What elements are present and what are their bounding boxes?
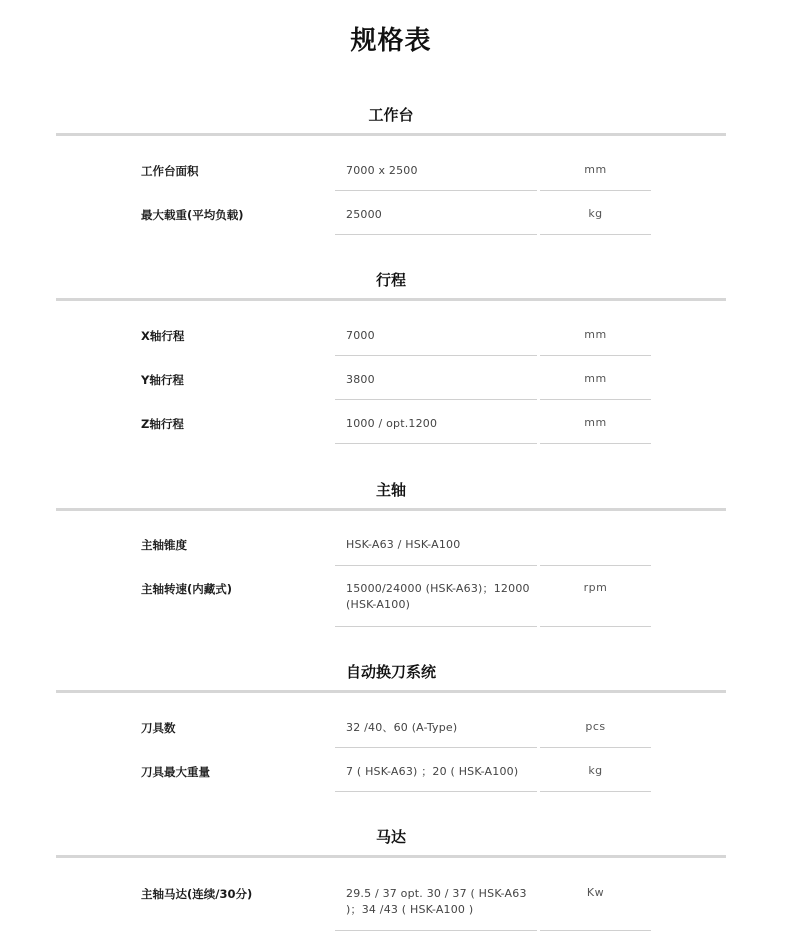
row-divider — [540, 443, 651, 444]
spec-value: 32 /40、60 (A-Type) — [346, 721, 458, 734]
row-divider — [540, 747, 651, 748]
row-divider — [540, 190, 651, 191]
spec-value: 3800 — [346, 373, 375, 386]
spec-unit: kg — [588, 207, 603, 220]
spec-value: 15000/24000 (HSK-A63)；12000 (HSK-A100) — [346, 582, 530, 611]
spec-unit: mm — [584, 416, 607, 429]
spec-unit: rpm — [583, 581, 608, 594]
spec-unit: mm — [584, 328, 607, 341]
row-divider — [335, 355, 537, 356]
section-divider — [56, 298, 726, 301]
row-divider — [335, 443, 537, 444]
spec-label: X轴行程 — [141, 329, 185, 343]
section-title: 自动换刀系统 — [345, 663, 436, 681]
spec-unit: mm — [584, 163, 607, 176]
spec-label: 主轴马达(连续/30分) — [141, 887, 253, 901]
row-divider — [335, 565, 537, 566]
row-divider — [540, 234, 651, 235]
row-divider — [335, 399, 537, 400]
section-title: 主轴 — [375, 481, 406, 499]
section-title: 工作台 — [368, 106, 414, 124]
spec-value: 25000 — [346, 208, 382, 221]
page-title: 规格表 — [350, 26, 432, 56]
spec-unit: kg — [588, 764, 603, 777]
spec-unit: Kw — [586, 886, 605, 899]
row-divider — [540, 565, 651, 566]
row-divider — [335, 190, 537, 191]
spec-value: 29.5 / 37 opt. 30 / 37 ( HSK-A63 )；34 /43 ( HSK-A100 ) — [346, 887, 527, 916]
row-divider — [335, 234, 537, 235]
spec-value: 7 ( HSK-A63) ；20 ( HSK-A100) — [346, 765, 519, 778]
section-divider — [56, 690, 726, 693]
section-divider — [56, 133, 726, 136]
spec-unit: pcs — [585, 720, 606, 733]
section-divider — [56, 855, 726, 858]
row-divider — [335, 930, 537, 931]
section-title: 行程 — [375, 271, 406, 289]
row-divider — [335, 626, 537, 627]
spec-label: Z轴行程 — [141, 417, 184, 431]
spec-label: 主轴转速(内藏式) — [141, 582, 233, 596]
spec-label: 最大载重(平均负载) — [141, 208, 244, 222]
row-divider — [540, 791, 651, 792]
row-divider — [540, 399, 651, 400]
row-divider — [540, 355, 651, 356]
section-divider — [56, 508, 726, 511]
spec-value: HSK-A63 / HSK-A100 — [346, 538, 461, 551]
row-divider — [540, 930, 651, 931]
spec-label: 工作台面积 — [141, 164, 199, 178]
spec-label: 刀具数 — [141, 721, 176, 735]
row-divider — [335, 747, 537, 748]
spec-value: 1000 / opt.1200 — [346, 417, 438, 430]
spec-label: 刀具最大重量 — [141, 765, 210, 779]
spec-value: 7000 — [346, 329, 375, 342]
spec-value: 7000 x 2500 — [346, 164, 418, 177]
row-divider — [540, 626, 651, 627]
section-title: 马达 — [375, 828, 406, 846]
spec-label: Y轴行程 — [141, 373, 184, 387]
spec-unit: mm — [584, 372, 607, 385]
row-divider — [335, 791, 537, 792]
spec-label: 主轴锥度 — [141, 538, 187, 552]
